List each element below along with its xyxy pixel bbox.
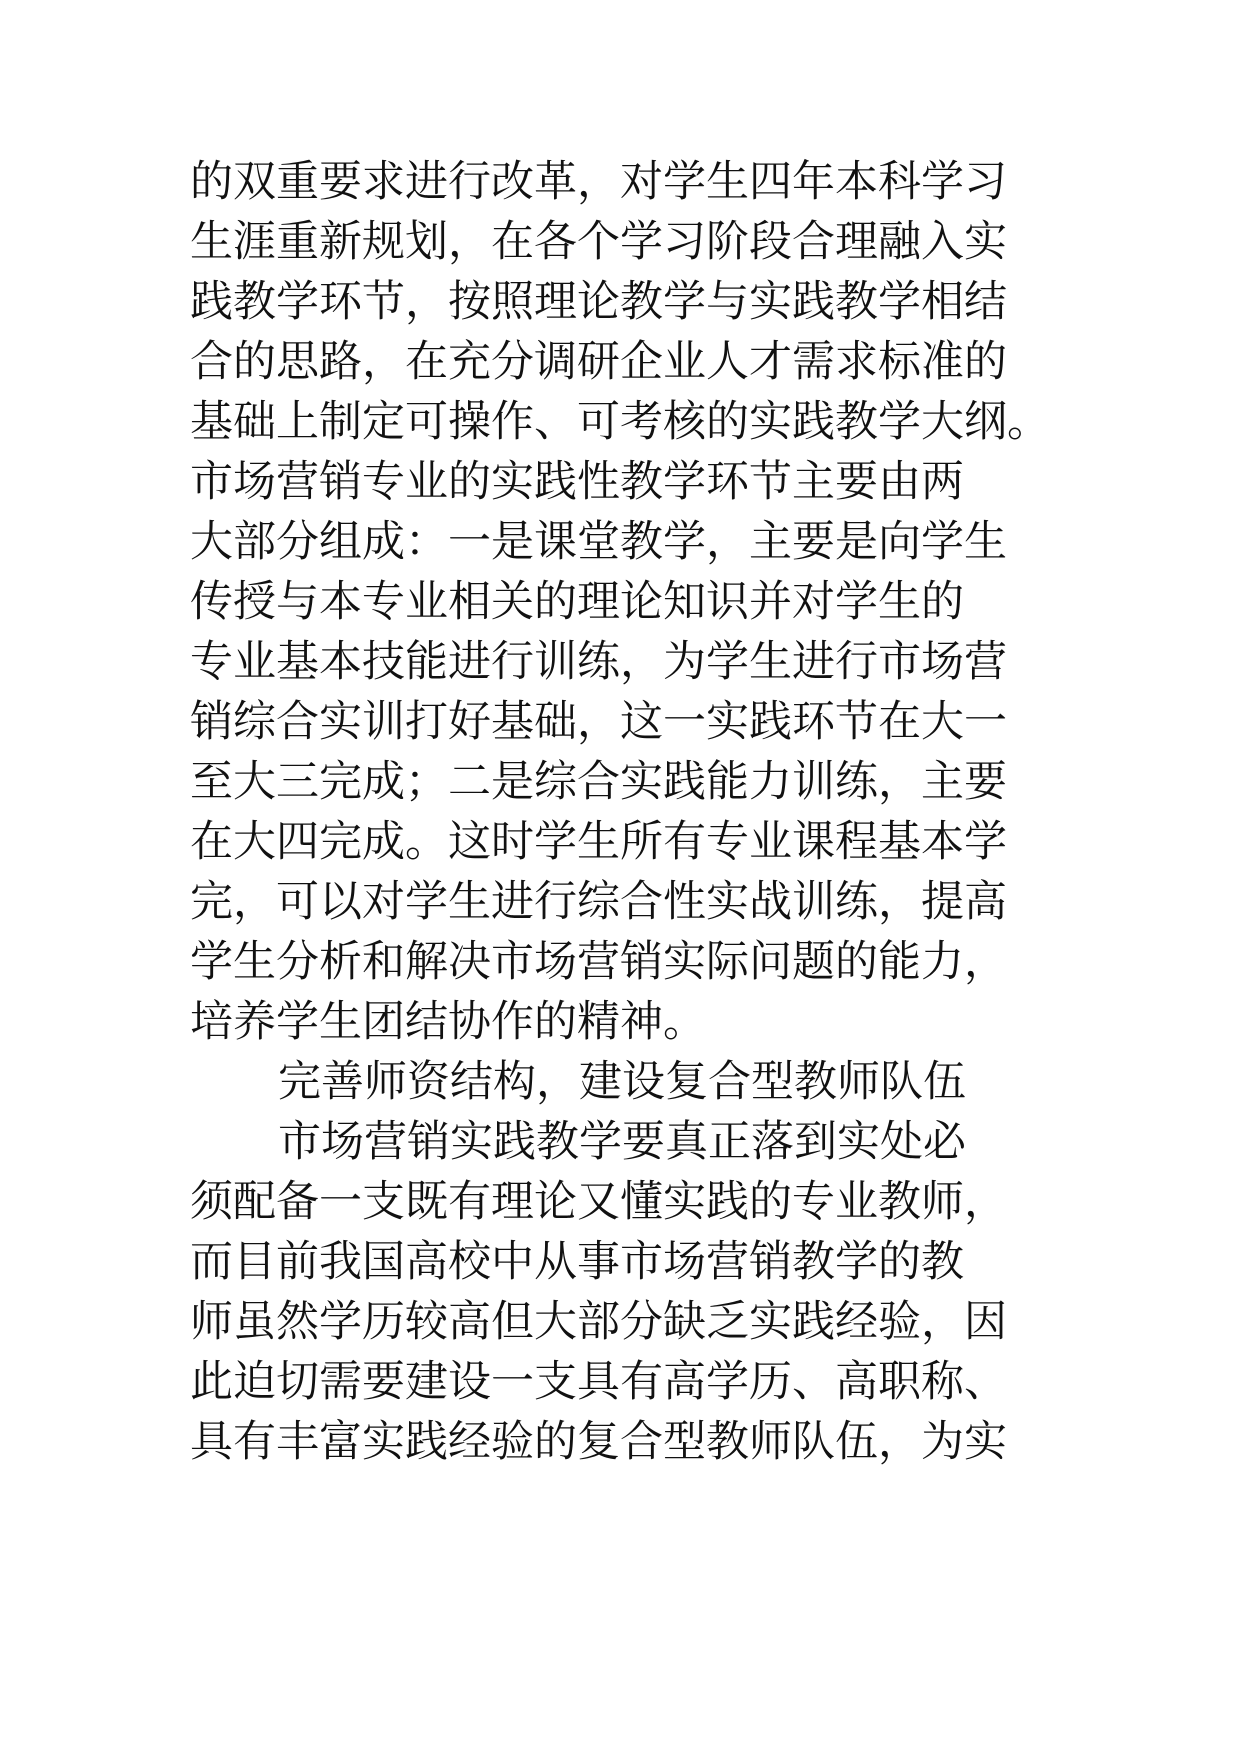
text-line: 师虽然学历较高但大部分缺乏实践经验，因	[190, 1297, 1007, 1347]
text-line: 基础上制定可操作、可考核的实践教学大纲。	[190, 397, 1050, 447]
document-body	[190, 152, 1090, 1472]
text-line: 践教学环节，按照理论教学与实践教学相结	[190, 277, 1007, 327]
text-line: 专业基本技能进行训练，为学生进行市场营	[190, 637, 1007, 687]
text-line: 的双重要求进行改革，对学生四年本科学习	[190, 157, 1007, 207]
text-line: 而目前我国高校中从事市场营销教学的教	[190, 1237, 964, 1287]
text-line: 完，可以对学生进行综合性实战训练，提高	[190, 877, 1007, 927]
text-line: 市场营销专业的实践性教学环节主要由两	[190, 457, 964, 507]
text-line: 在大四完成。这时学生所有专业课程基本学	[190, 817, 1007, 867]
text-line: 具有丰富实践经验的复合型教师队伍，为实	[190, 1417, 1007, 1467]
text-line: 培养学生团结协作的精神。	[190, 997, 706, 1047]
text-line: 传授与本专业相关的理论知识并对学生的	[190, 577, 964, 627]
text-line: 须配备一支既有理论又懂实践的专业教师，	[190, 1177, 1007, 1227]
text-line: 此迫切需要建设一支具有高学历、高职称、	[190, 1357, 1007, 1407]
paragraph-start-line: 市场营销实践教学要真正落到实处必	[278, 1117, 966, 1167]
text-line: 生涯重新规划，在各个学习阶段合理融入实	[190, 217, 1007, 267]
text-line: 大部分组成：一是课堂教学，主要是向学生	[190, 517, 1007, 567]
text-line: 销综合实训打好基础，这一实践环节在大一	[190, 697, 1007, 747]
text-line: 学生分析和解决市场营销实际问题的能力，	[190, 937, 1007, 987]
text-line: 至大三完成；二是综合实践能力训练，主要	[190, 757, 1007, 807]
section-heading: 完善师资结构，建设复合型教师队伍	[278, 1057, 966, 1107]
text-line: 合的思路，在充分调研企业人才需求标准的	[190, 337, 1007, 387]
